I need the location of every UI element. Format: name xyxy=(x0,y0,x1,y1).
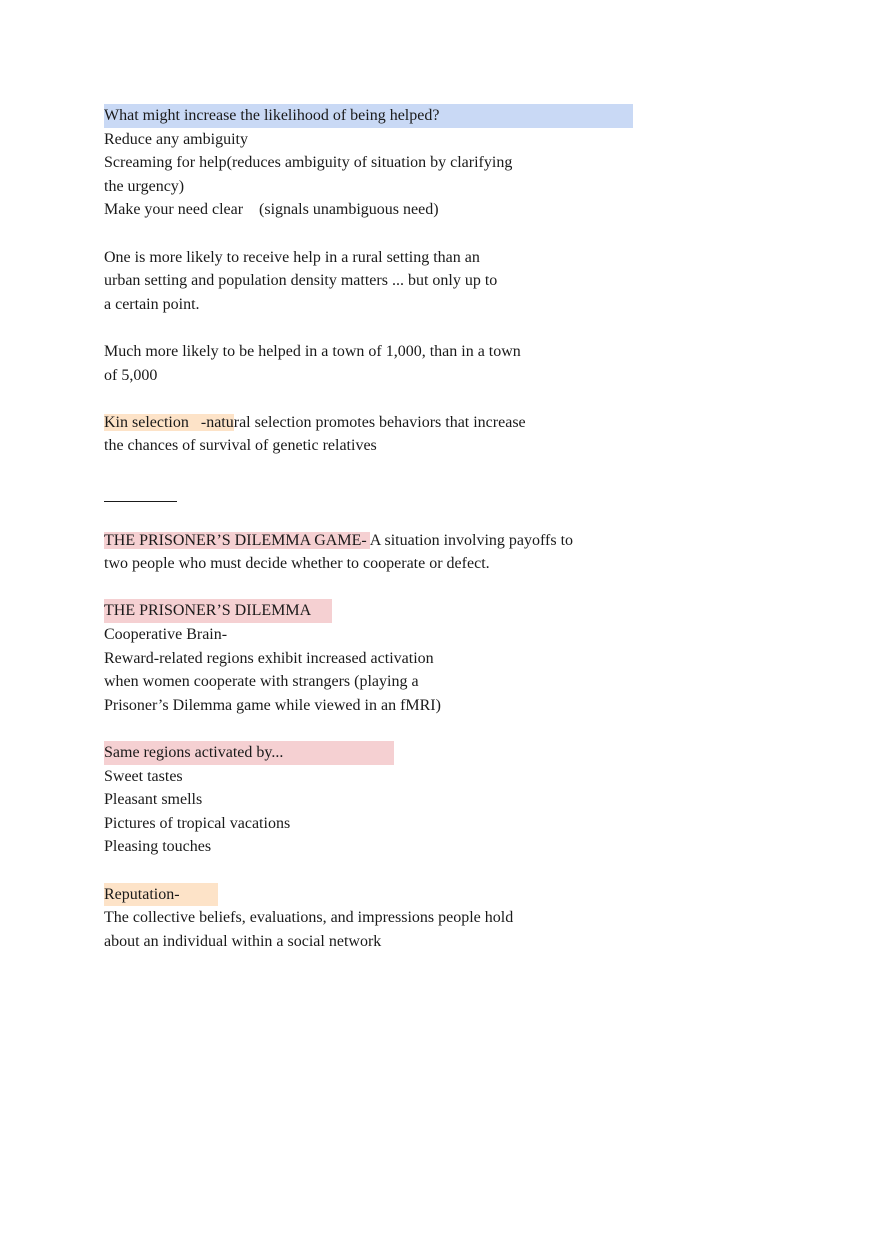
reward-regions-line: Reward-related regions exhibit increased activation xyxy=(104,649,434,667)
kin-selection-highlight: Kin selection -natu xyxy=(104,413,234,431)
fmri-line: Prisoner’s Dilemma game while viewed in an fMRI) xyxy=(104,696,441,714)
pd-game-line-1 xyxy=(104,529,664,553)
blank-line xyxy=(104,576,664,600)
list-item: Sweet tastes xyxy=(104,767,183,785)
pd-game-line-2: two people who must decide whether to cooperate or defect. xyxy=(104,555,490,573)
women-cooperate-line: when women cooperate with strangers (playing a xyxy=(104,673,419,691)
regions-heading-line xyxy=(104,741,664,765)
rural-line-2: urban setting and population density matters ... but only up to xyxy=(104,272,498,290)
blank-line xyxy=(104,717,664,741)
list-item: Pleasant smells xyxy=(104,791,203,809)
cooperative-brain-line: Cooperative Brain- xyxy=(104,626,228,644)
pd-game-definition: A situation involving payoffs to xyxy=(369,531,574,549)
screaming-line-2: the urgency) xyxy=(104,177,185,195)
reduce-ambiguity-line: Reduce any ambiguity xyxy=(104,130,248,148)
list-item: Pictures of tropical vacations xyxy=(104,814,291,832)
pd-heading-line xyxy=(104,599,664,623)
rural-line-1: One is more likely to receive help in a rural setting than an xyxy=(104,248,480,266)
blank-line xyxy=(104,316,664,340)
regions-heading-highlight: Same regions activated by... xyxy=(104,741,394,765)
blank-line xyxy=(104,387,664,411)
question-line xyxy=(104,104,664,128)
pd-heading-highlight: THE PRISONER’S DILEMMA xyxy=(104,599,332,623)
blank-line xyxy=(104,222,664,246)
kin-selection-line-2: the chances of survival of genetic relatives xyxy=(104,437,377,455)
blank-line xyxy=(104,458,664,482)
kin-selection-definition: ral selection promotes behaviors that increase xyxy=(233,413,526,431)
kin-selection-line-1 xyxy=(104,411,664,435)
blank-line xyxy=(104,505,664,529)
reputation-line-2: about an individual within a social network xyxy=(104,932,382,950)
town-line-1: Much more likely to be helped in a town of 1,000, than in a town xyxy=(104,342,521,360)
document-page xyxy=(104,104,664,953)
reputation-line-1: The collective beliefs, evaluations, and impressions people hold xyxy=(104,909,514,927)
need-clear-line: Make your need clear (signals unambiguous need) xyxy=(104,201,439,219)
screaming-line-1: Screaming for help(reduces ambiguity of situation by clarifying xyxy=(104,154,513,172)
question-highlight: What might increase the likelihood of being helped? xyxy=(104,104,633,128)
horizontal-rule xyxy=(104,482,664,506)
blank-line xyxy=(104,859,664,883)
town-line-2: of 5,000 xyxy=(104,366,158,384)
rural-line-3: a certain point. xyxy=(104,295,200,313)
pd-game-highlight: THE PRISONER’S DILEMMA GAME- xyxy=(104,531,370,549)
reputation-heading-line xyxy=(104,883,664,907)
list-item: Pleasing touches xyxy=(104,838,212,856)
reputation-heading-highlight: Reputation- xyxy=(104,883,218,907)
